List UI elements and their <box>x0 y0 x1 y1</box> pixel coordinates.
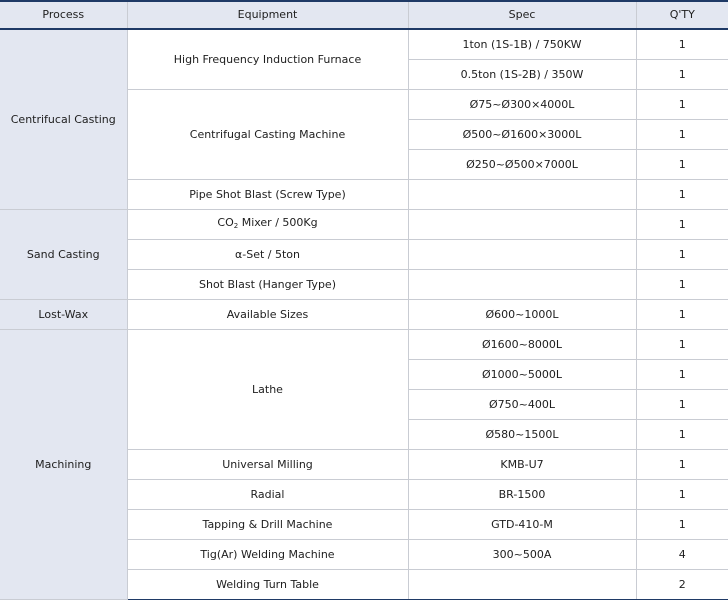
qty-cell: 1 <box>636 60 728 90</box>
header-process: Process <box>0 1 127 29</box>
qty-cell: 1 <box>636 210 728 240</box>
spec-cell: Ø580~1500L <box>408 420 636 450</box>
equipment-cell: α-Set / 5ton <box>127 240 408 270</box>
spec-cell: BR-1500 <box>408 480 636 510</box>
qty-cell: 1 <box>636 390 728 420</box>
spec-cell: Ø500~Ø1600×3000L <box>408 120 636 150</box>
spec-cell: 300~500A <box>408 540 636 570</box>
equipment-cell: Available Sizes <box>127 300 408 330</box>
table-row <box>0 29 728 60</box>
spec-cell: Ø750~400L <box>408 390 636 420</box>
equipment-name-subscript: 2 <box>233 222 239 230</box>
qty-cell: 1 <box>636 330 728 360</box>
equipment-cell: Centrifugal Casting Machine <box>127 90 408 180</box>
process-cell: Sand Casting <box>0 210 127 300</box>
qty-cell: 1 <box>636 360 728 390</box>
qty-cell: 1 <box>636 450 728 480</box>
table-row <box>0 330 728 360</box>
header-qty: Q'TY <box>636 1 728 29</box>
qty-cell: 2 <box>636 570 728 600</box>
equipment-cell: Radial <box>127 480 408 510</box>
equipment-cell: Lathe <box>127 330 408 450</box>
spec-cell: 1ton (1S-1B) / 750KW <box>408 29 636 60</box>
process-cell: Lost-Wax <box>0 300 127 330</box>
equipment-cell: Pipe Shot Blast (Screw Type) <box>127 180 408 210</box>
spec-cell <box>408 180 636 210</box>
spec-cell: Ø1000~5000L <box>408 360 636 390</box>
spec-cell <box>408 570 636 600</box>
spec-cell <box>408 210 636 240</box>
spec-cell: GTD-410-M <box>408 510 636 540</box>
process-cell: Centrifucal Casting <box>0 29 127 210</box>
qty-cell: 1 <box>636 180 728 210</box>
spec-cell: Ø600~1000L <box>408 300 636 330</box>
spec-cell <box>408 270 636 300</box>
spec-cell: Ø75~Ø300×4000L <box>408 90 636 120</box>
spec-cell <box>408 240 636 270</box>
qty-cell: 1 <box>636 480 728 510</box>
equipment-cell: Universal Milling <box>127 450 408 480</box>
equipment-cell: Shot Blast (Hanger Type) <box>127 270 408 300</box>
equipment-name-suffix: Mixer / 500Kg <box>238 216 318 229</box>
process-cell: Machining <box>0 330 127 600</box>
equipment-cell: Tig(Ar) Welding Machine <box>127 540 408 570</box>
qty-cell: 1 <box>636 420 728 450</box>
qty-cell: 4 <box>636 540 728 570</box>
table-row <box>0 210 728 240</box>
spec-cell: 0.5ton (1S-2B) / 350W <box>408 60 636 90</box>
spec-cell: KMB-U7 <box>408 450 636 480</box>
equipment-cell: High Frequency Induction Furnace <box>127 29 408 90</box>
spec-cell: Ø250~Ø500×7000L <box>408 150 636 180</box>
qty-cell: 1 <box>636 270 728 300</box>
qty-cell: 1 <box>636 150 728 180</box>
header-spec: Spec <box>408 1 636 29</box>
equipment-cell: Welding Turn Table <box>127 570 408 600</box>
equipment-cell <box>127 210 408 240</box>
header-equipment: Equipment <box>127 1 408 29</box>
header-row <box>0 1 728 29</box>
qty-cell: 1 <box>636 120 728 150</box>
table-row <box>0 300 728 330</box>
equipment-name: CO <box>217 216 234 229</box>
qty-cell: 1 <box>636 90 728 120</box>
qty-cell: 1 <box>636 300 728 330</box>
qty-cell: 1 <box>636 510 728 540</box>
equipment-cell: Tapping & Drill Machine <box>127 510 408 540</box>
spec-cell: Ø1600~8000L <box>408 330 636 360</box>
qty-cell: 1 <box>636 29 728 60</box>
qty-cell: 1 <box>636 240 728 270</box>
table-body <box>0 29 728 600</box>
